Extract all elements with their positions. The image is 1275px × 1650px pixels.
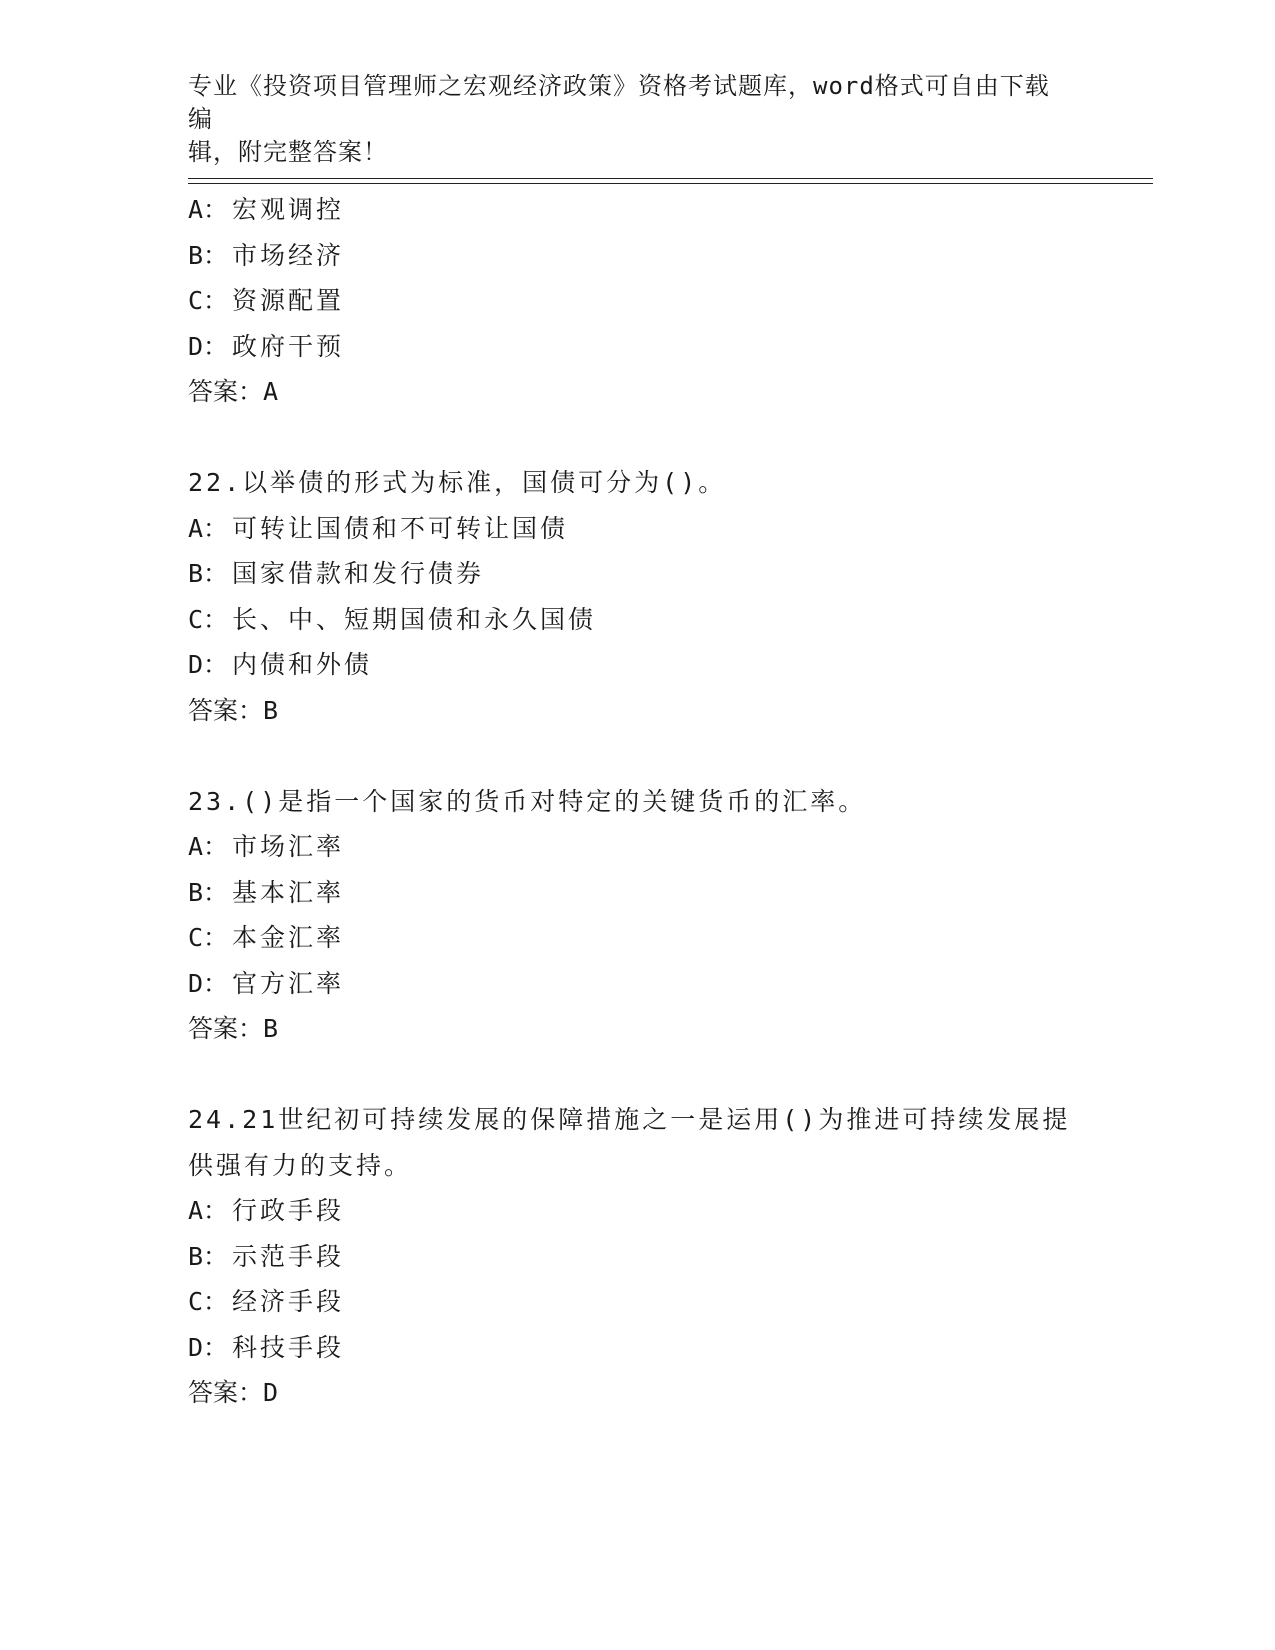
question-stem-line-2: 供强有力的支持。	[188, 1150, 413, 1180]
option-a: A： 可转让国债和不可转让国债	[188, 513, 569, 543]
answer: 答案：A	[188, 377, 279, 406]
option-c: C： 本金汇率	[188, 923, 345, 952]
option-b: B： 市场经济	[188, 240, 345, 270]
header-divider-bottom	[188, 183, 1153, 184]
spacer	[188, 733, 1088, 779]
question-block-23	[188, 779, 1088, 1052]
answer: 答案：B	[188, 695, 279, 725]
question-block-22	[188, 460, 1088, 733]
document-header	[188, 70, 1068, 169]
option-a: A： 宏观调控	[188, 195, 345, 224]
option-b: B： 示范手段	[188, 1241, 345, 1271]
answer: 答案：D	[188, 1378, 279, 1407]
option-c: C： 资源配置	[188, 286, 345, 315]
option-d: D： 政府干预	[188, 331, 345, 361]
option-d: D： 科技手段	[188, 1332, 345, 1362]
spacer	[188, 415, 1088, 461]
option-a: A： 市场汇率	[188, 832, 345, 861]
answer: 答案：B	[188, 1014, 279, 1043]
option-d: D： 官方汇率	[188, 968, 345, 998]
question-block-21	[188, 187, 1088, 415]
header-divider-top	[188, 178, 1153, 179]
option-a: A： 行政手段	[188, 1196, 345, 1225]
option-b: B： 国家借款和发行债券	[188, 559, 485, 588]
question-list	[188, 187, 1088, 1416]
spacer	[188, 1052, 1088, 1098]
header-line-1: 专业《投资项目管理师之宏观经济政策》资格考试题库，word格式可自由下载编	[188, 72, 1050, 133]
option-b: B： 基本汇率	[188, 877, 345, 907]
question-stem-line-1: 24.21世纪初可持续发展的保障措施之一是运用()为推进可持续发展提	[188, 1105, 1071, 1134]
question-stem: 22.以举债的形式为标准，国债可分为()。	[188, 468, 727, 497]
option-d: D： 内债和外债	[188, 650, 373, 679]
question-block-24	[188, 1097, 1088, 1416]
option-c: C： 长、中、短期国债和永久国债	[188, 604, 597, 634]
question-stem: 23.()是指一个国家的货币对特定的关键货币的汇率。	[188, 786, 867, 816]
header-line-2: 辑，附完整答案！	[188, 138, 388, 166]
option-c: C： 经济手段	[188, 1287, 345, 1316]
